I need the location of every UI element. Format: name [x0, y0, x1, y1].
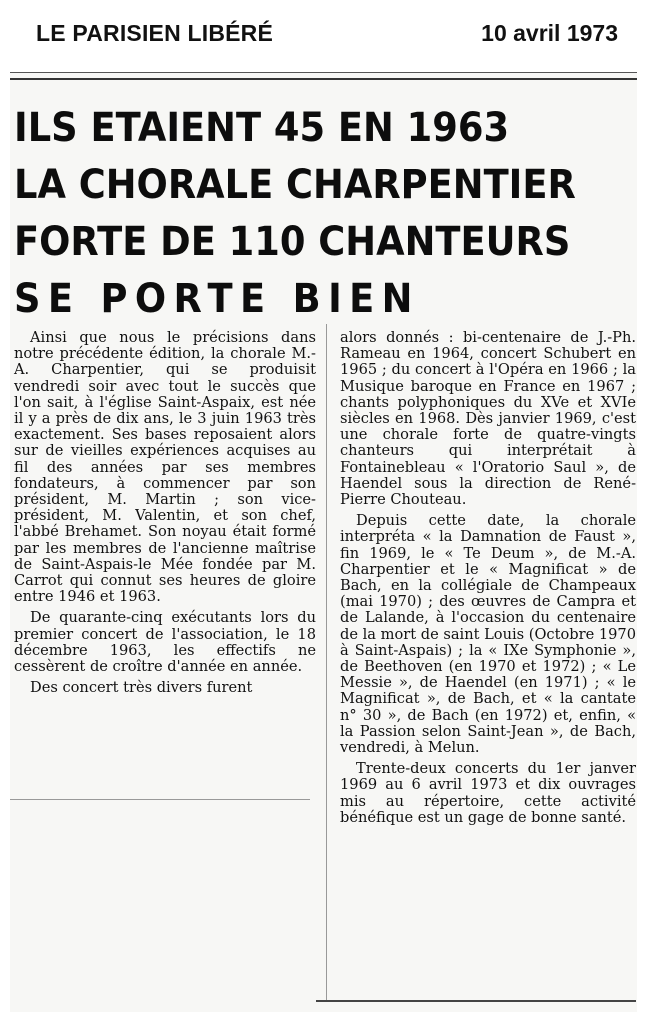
article-paragraph: Depuis cette date, la chorale interpréta « la Damnation de Faust », fin 1969, le « Te Deum », de M.-A. Charpentier et le « Magnificat » de Bach, en la collégiale de Champeaux (mai 1970) ; des œuvres de Campra et de Lalande, à l'occasion du centenaire de la mort de saint Louis (Octobre 1970 à Saint-Aspais) ; la « IXe Symphonie », de Beethoven (en 1970 et 1972) ; « Le Messie », de Haendel (en 1971) ; « le Magnificat », de Bach, et « la cantate n° 30 », de Bach (en 1972) et, enfin, « la Passion selon Saint-Jean », de Bach, vendredi, à Melun.	[340, 512, 636, 757]
newspaper-clipping	[10, 72, 637, 1012]
newspaper-name: LE PARISIEN LIBÉRÉ	[36, 20, 274, 46]
headline-line: LA CHORALE CHARPENTIER	[14, 162, 576, 208]
masthead	[0, 14, 660, 54]
article-headline	[14, 100, 580, 328]
article-column-left	[14, 330, 316, 701]
column-separator	[326, 324, 327, 1002]
article-paragraph: Des concert très divers furent	[30, 679, 253, 697]
bottom-rule	[316, 1000, 636, 1002]
article-paragraph: alors donnés : bi-centenaire de J.-Ph. Rameau en 1964, concert Schubert en 1965 ; du concert à l'Opéra en 1966 ; la Musique baroque en France en 1967 ; chants polyphoniques du XVe et XVIe siècles en 1968. Dès janvier 1969, c'est une chorale forte de quatre-vingts chanteurs qui interprétait à Fontainebleau « l'Oratorio Saul », de Haendel sous la direction de René-Pierre Chouteau.	[340, 329, 636, 509]
column-end-rule	[10, 799, 310, 800]
article-paragraph: Ainsi que nous le précisions dans notre précédente édition, la chorale M.-A. Charpentier, qui se produisit vendredi soir avec tout le succès que l'on sait, à l'église Saint-Aspaix, est née il y a près de dix ans, le 3 juin 1963 très exactement. Ses bases reposaient alors sur de vieilles expériences acquises au fil des années par ses membres fondateurs, à commencer par son président, M. Martin ; son vice-président, M. Valentin, et son chef, l'abbé Brehamet. Son noyau était formé par les membres de l'ancienne maîtrise de Saint-Aspais-le Mée fondée par M. Carrot qui connut ses heures de gloire entre 1946 et 1963.	[14, 329, 316, 606]
headline-line: ILS ETAIENT 45 EN 1963	[14, 105, 510, 151]
article-column-right	[340, 330, 636, 831]
article-paragraph: Trente-deux concerts du 1er janver 1969 au 6 avril 1973 et dix ouvrages mis au répertoire, cette activité bénéfique est un gage de bonne santé.	[340, 760, 636, 826]
publication-date: 10 avril 1973	[481, 20, 618, 46]
headline-line: SE PORTE BIEN	[14, 276, 420, 322]
top-rule	[10, 72, 637, 80]
headline-line: FORTE DE 110 CHANTEURS	[14, 219, 571, 265]
article-paragraph: De quarante-cinq exécutants lors du premier concert de l'association, le 18 décembre 1963, les effectifs ne cessèrent de croître d'année en année.	[14, 609, 316, 676]
